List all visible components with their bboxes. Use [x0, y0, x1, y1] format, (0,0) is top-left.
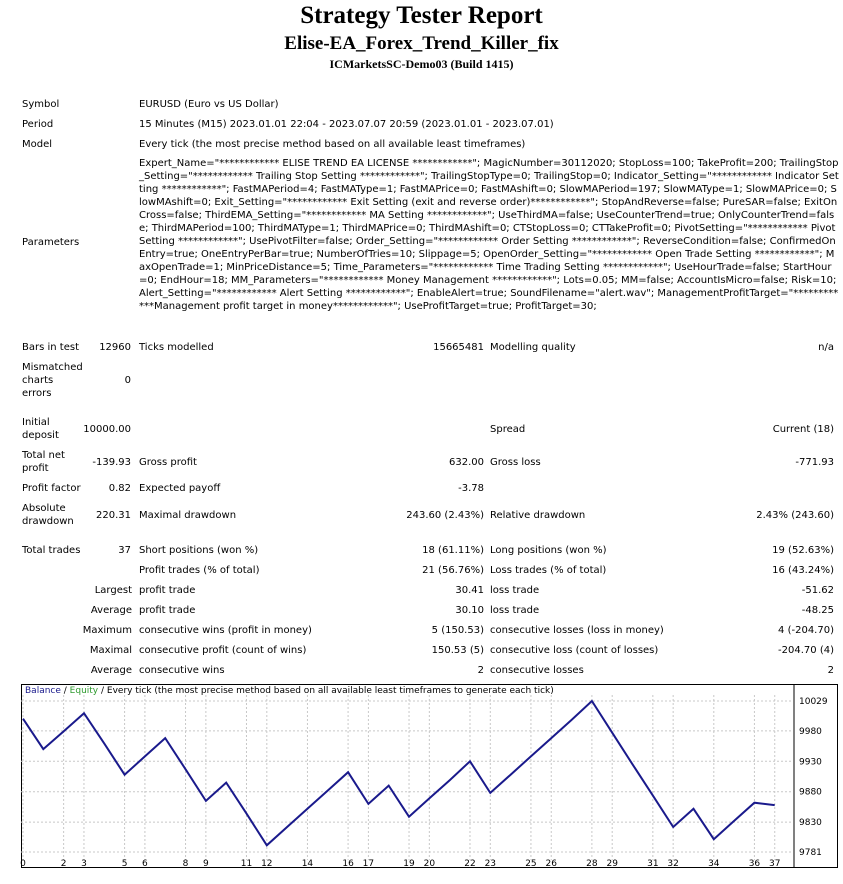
ep-value: -3.78: [458, 483, 484, 494]
x-tick-label: 22: [464, 859, 476, 869]
quality-value: n/a: [818, 342, 834, 353]
x-tick-label: 37: [769, 859, 781, 869]
long-value: 19 (52.63%): [772, 545, 834, 556]
bars-label: Bars in test: [22, 342, 79, 353]
report-title: Strategy Tester Report: [300, 2, 543, 29]
ea-name: Elise-EA_Forex_Trend_Killer_fix: [284, 33, 559, 54]
x-tick-label: 9: [202, 859, 209, 869]
mcw-value: 5 (150.53): [431, 625, 484, 636]
x-tick-label: 26: [545, 859, 557, 869]
mclc-label: consecutive loss (count of losses): [490, 645, 659, 656]
legend-description: / Every tick (the most precise method based on all available least timeframes to generate each tick): [98, 686, 554, 696]
x-tick-label: 16: [342, 859, 354, 869]
netprofit-label-2: profit: [22, 463, 49, 474]
mismatch-value: 0: [124, 375, 131, 386]
pf-label: Profit factor: [22, 483, 81, 494]
acl-value: 2: [827, 665, 834, 676]
y-tick-label: 10029: [799, 697, 828, 707]
legend-balance: Balance: [25, 686, 61, 696]
initial-value: 10000.00: [83, 424, 131, 435]
y-tick-label: 9880: [799, 787, 822, 798]
x-tick-label: 36: [748, 859, 761, 869]
ticks-value: 15665481: [433, 342, 484, 353]
x-tick-label: 8: [182, 859, 189, 869]
symbol-label: Symbol: [22, 99, 60, 110]
mismatch-label-1: Mismatched: [22, 362, 83, 373]
long-label: Long positions (won %): [490, 545, 607, 556]
mcp-label: consecutive profit (count of wins): [139, 645, 307, 656]
symbol-value: EURUSD (Euro vs US Dollar): [139, 99, 279, 110]
x-tick-label: 32: [667, 859, 679, 869]
x-tick-label: 12: [261, 859, 273, 869]
pt-value: 21 (56.76%): [422, 565, 484, 576]
largest-profit-value: 30.41: [455, 585, 484, 596]
parameters-label: Parameters: [22, 237, 80, 248]
short-label: Short positions (won %): [139, 545, 259, 556]
x-tick-label: 14: [301, 859, 314, 869]
grossprofit-label: Gross profit: [139, 457, 197, 468]
tt-value: 37: [118, 545, 131, 556]
period-label: Period: [22, 119, 54, 130]
initial-label-1: Initial: [22, 417, 50, 428]
ticks-label: Ticks modelled: [139, 342, 214, 353]
bars-value: 12960: [99, 342, 131, 353]
initial-label-2: deposit: [22, 430, 59, 441]
largest-profit-label: profit trade: [139, 585, 196, 596]
lt-value: 16 (43.24%): [772, 565, 834, 576]
largest-loss-label: loss trade: [490, 585, 540, 596]
maxdd-label: Maximal drawdown: [139, 510, 237, 521]
y-tick-label: 9830: [799, 818, 822, 829]
x-tick-label: 29: [606, 859, 618, 869]
average-loss-label: loss trade: [490, 605, 540, 616]
average-profit-value: 30.10: [455, 605, 484, 616]
x-tick-label: 25: [525, 859, 537, 869]
reldd-value: 2.43% (243.60): [756, 510, 834, 521]
chart-legend: [25, 686, 554, 697]
mcl-label: consecutive losses (loss in money): [490, 625, 664, 636]
quality-label: Modelling quality: [490, 342, 576, 353]
y-tick-label: 9781: [799, 848, 822, 858]
short-value: 18 (61.11%): [422, 545, 484, 556]
x-tick-label: 34: [708, 859, 720, 869]
mcl-value: 4 (-204.70): [778, 625, 834, 636]
maximal-label: Maximal: [89, 645, 132, 656]
netprofit-label-1: Total net: [22, 450, 65, 461]
maximum-label: Maximum: [82, 625, 132, 636]
x-tick-label: 11: [240, 859, 253, 869]
balance-chart: [21, 684, 838, 868]
x-tick-label: 17: [362, 859, 375, 869]
average-profit-label: profit trade: [139, 605, 196, 616]
ep-label: Expected payoff: [139, 483, 221, 494]
grossloss-value: -771.93: [795, 457, 834, 468]
tt-label: Total trades: [22, 545, 81, 556]
x-tick-label: 6: [142, 859, 148, 869]
legend-sep: /: [60, 686, 70, 696]
server-build: ICMarketsSC-Demo03 (Build 1415): [329, 57, 514, 71]
spread-value: Current (18): [772, 424, 834, 435]
average-label: Average: [90, 605, 132, 616]
grossloss-label: Gross loss: [490, 457, 541, 468]
x-tick-label: 28: [586, 859, 598, 869]
acw-label: consecutive wins: [139, 665, 225, 676]
model-value: Every tick (the most precise method based on all available least timeframes): [139, 139, 526, 150]
reldd-label: Relative drawdown: [490, 510, 586, 521]
y-tick-label: 9980: [799, 726, 822, 737]
absdd-label-1: Absolute: [22, 503, 66, 514]
spread-label: Spread: [490, 424, 526, 435]
average2-label: Average: [90, 665, 132, 676]
acl-label: consecutive losses: [490, 665, 584, 676]
model-label: Model: [22, 139, 53, 150]
absdd-label-2: drawdown: [22, 516, 74, 527]
parameters-value: Expert_Name="************ ELISE TREND EA LICENSE ************"; MagicNumber=30112020; StopLoss=100; TakeProfit=200; TrailingStop_Setting="************ Trailing Stop Setting ************"; TrailingStopType=0; TrailingStop=0; Indicator_Setting="************ Indicator Setting ************"; FastMAPeriod=4; FastMAType=1; FastMAPrice=0; FastMAshift=0; SlowMAPeriod=197; SlowMAType=1; SlowMAPrice=0; SlowMAshift=0; Exit_Setting="************ Exit Setting (exit and reverse order)************"; StopAndReverse=false; PureSAR=false; ExitOnCross=false; ThirdEMA_Setting="************ MA Setting ************"; UseThirdMA=false; UseCounterTrend=true; OnlyCounterTrend=false; ThirdMAPeriod=100; ThirdMAType=1; ThirdMAPrice=0; ThirdMAshift=0; CTStopLoss=0; CTTakeProfit=0; PivotSetting="************ Pivot Setting ************"; UsePivotFilter=false; Order_Setting="************ Order Setting ************"; ReverseCondition=false; ConfirmedOnEntry=true; OneEntryPerBar=true; NumberOfTries=10; Slippage=5; OpenOrder_Setting="************ Open Trade Setting ************"; MaxOpenTrade=1; MinPriceDistance=5; Time_Parameters="************ Time Trading Setting ************"; UseHourTrade=false; StartHour=0; EndHour=18; MM_Parameters="************ Money Management ************"; Lots=0.05; MM=false; AccountIsMicro=false; Risk=10; Alert_Setting="************ Alert Setting ************"; EnableAlert=true; SoundFilename="alert.wav"; ManagementProfitTarget="************Management profit target in money************"; UseProfitTarget=true; ProfitTarget=30;: [139, 158, 839, 312]
grossprofit-value: 632.00: [449, 457, 484, 468]
x-tick-label: 31: [647, 859, 659, 869]
lt-label: Loss trades (% of total): [490, 565, 607, 576]
pt-label: Profit trades (% of total): [139, 565, 260, 576]
x-tick-label: 0: [20, 859, 26, 869]
mclc-value: -204.70 (4): [778, 645, 834, 656]
x-tick-label: 2: [60, 859, 67, 869]
acw-value: 2: [477, 665, 484, 676]
y-tick-label: 9930: [799, 757, 822, 768]
maxdd-value: 243.60 (2.43%): [406, 510, 484, 521]
x-tick-label: 20: [423, 859, 436, 869]
mcw-label: consecutive wins (profit in money): [139, 625, 312, 636]
x-tick-label: 5: [121, 859, 128, 869]
legend-equity: Equity: [69, 686, 99, 696]
largest-label: Largest: [94, 585, 132, 596]
x-tick-label: 19: [403, 859, 415, 869]
netprofit-value: -139.93: [92, 457, 131, 468]
period-value: 15 Minutes (M15) 2023.01.01 22:04 - 2023.07.07 20:59 (2023.01.01 - 2023.07.01): [139, 119, 554, 130]
x-tick-label: 23: [484, 859, 497, 869]
average-loss-value: -48.25: [801, 605, 834, 616]
largest-loss-value: -51.62: [801, 585, 834, 596]
mismatch-label-3: errors: [22, 388, 52, 399]
mcp-value: 150.53 (5): [431, 645, 484, 656]
pf-value: 0.82: [108, 483, 131, 494]
absdd-value: 220.31: [96, 510, 131, 521]
x-tick-label: 3: [81, 859, 87, 869]
mismatch-label-2: charts: [22, 375, 54, 386]
